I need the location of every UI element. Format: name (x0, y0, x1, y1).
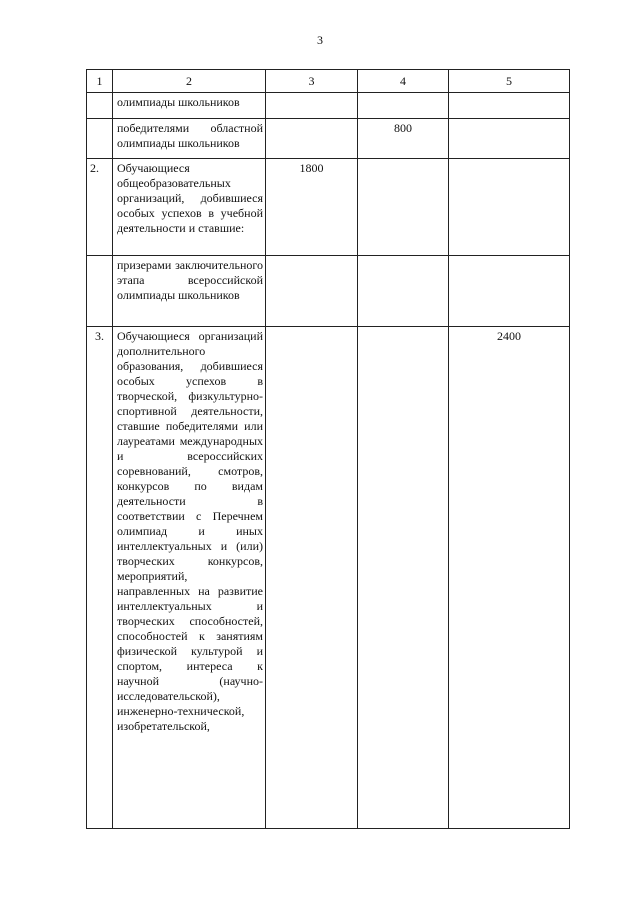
row-text-cell (113, 119, 266, 159)
row-text: Обучающиеся общеобразовательных организаций, добившиеся особых успехов в учебной деятельности и ставшие: (117, 161, 263, 235)
table-header-row (87, 70, 570, 93)
page-number: 3 (317, 33, 323, 47)
column-5-value (449, 93, 570, 119)
column-5-text (449, 93, 569, 95)
table-row (87, 256, 570, 327)
column-4-text (358, 327, 448, 329)
column-header-4: 4 (358, 70, 449, 93)
column-3-text (266, 327, 357, 329)
column-5-text (449, 256, 569, 258)
benefits-table (86, 69, 570, 829)
row-number: 3. (95, 329, 104, 343)
table-row (87, 159, 570, 256)
column-4-text (358, 256, 448, 258)
column-4-value (358, 93, 449, 119)
row-text: призерами заключительного этапа всероссийской олимпиады школьников (117, 258, 263, 302)
column-header-3: 3 (266, 70, 358, 93)
row-number-cell (87, 93, 113, 119)
column-5-value (449, 256, 570, 327)
table-row (87, 119, 570, 159)
row-text-cell (113, 256, 266, 327)
column-3-value (266, 159, 358, 256)
row-number-cell (87, 327, 113, 829)
column-5-value (449, 159, 570, 256)
column-3-text (266, 256, 357, 258)
column-3-text: 1800 (299, 161, 324, 175)
row-text-cell (113, 159, 266, 256)
column-3-value (266, 327, 358, 829)
column-5-value (449, 119, 570, 159)
column-4-value (358, 159, 449, 256)
column-5-value (449, 327, 570, 829)
column-3-value (266, 119, 358, 159)
table-row (87, 327, 570, 829)
column-header-1: 1 (87, 70, 113, 93)
row-text-cell (113, 327, 266, 829)
column-4-text (358, 159, 448, 161)
row-number-cell (87, 159, 113, 256)
row-number: 2. (90, 161, 99, 175)
column-5-text (449, 159, 569, 161)
column-4-text (358, 93, 448, 95)
column-3-text (266, 119, 357, 121)
row-number-cell (87, 256, 113, 327)
column-3-text (266, 93, 357, 95)
column-4-value (358, 256, 449, 327)
table-row (87, 93, 570, 119)
row-text: олимпиады школьников (117, 95, 240, 109)
column-header-5: 5 (449, 70, 570, 93)
row-number-cell (87, 119, 113, 159)
column-4-value (358, 119, 449, 159)
row-text-cell (113, 93, 266, 119)
column-5-text (449, 119, 569, 121)
column-header-2: 2 (113, 70, 266, 93)
column-4-value (358, 327, 449, 829)
row-text: победителями областной олимпиады школьников (117, 121, 263, 150)
column-3-value (266, 256, 358, 327)
column-3-value (266, 93, 358, 119)
column-5-text: 2400 (497, 329, 521, 343)
column-4-text: 800 (394, 121, 412, 135)
row-text: Обучающиеся организаций дополнительного образования, добившиеся особых успехов в творческой, физкультурно-спортивной деятельности, ставшие победителями или лауреатами международных и всероссийских соревнований, смотров, конкурсов по видам деятельности в соответствии с Перечнем олимпиад и иных интеллектуальных и (или) творческих конкурсов, мероприятий, направленных на развитие интеллектуальных и творческих способностей, способностей к занятиям физической культурой и спортом, интереса к научной (научно-исследовательской), инженерно-технической, изобретательской, (117, 329, 263, 733)
